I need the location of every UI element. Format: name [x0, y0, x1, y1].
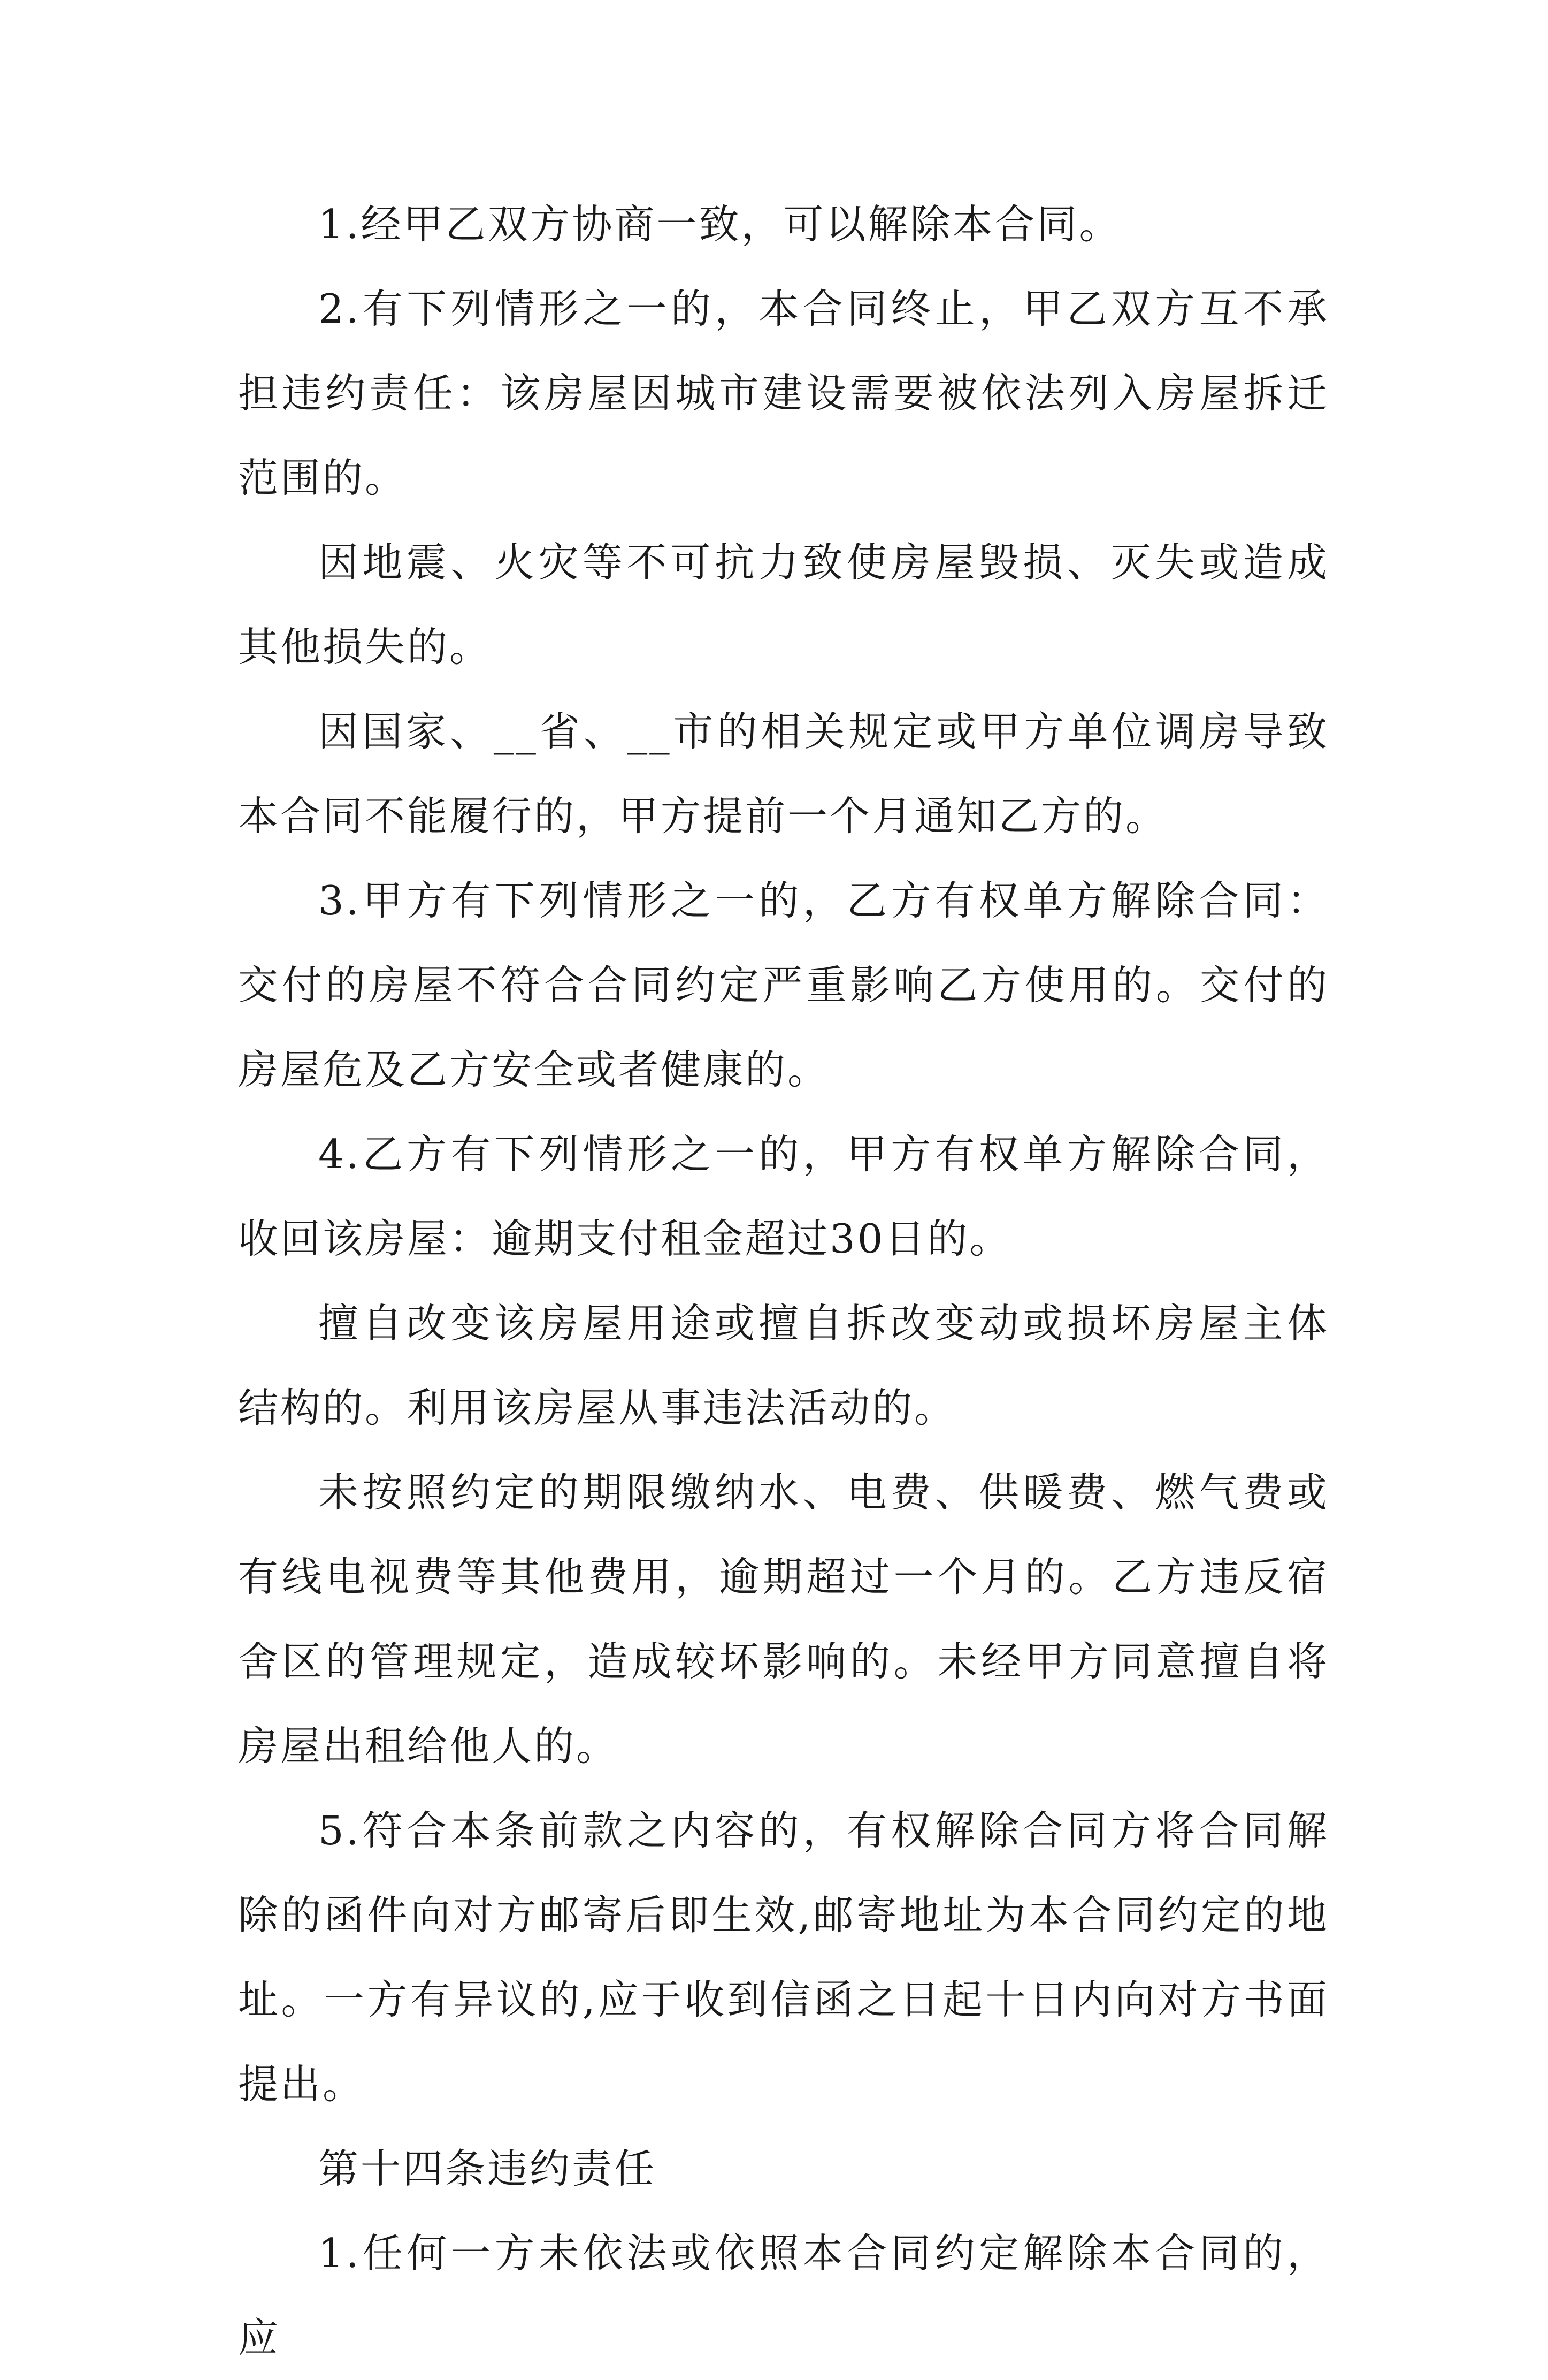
- paragraph-clause-3: 3.甲方有下列情形之一的，乙方有权单方解除合同：交付的房屋不符合合同约定严重影响乙方使用的。交付的房屋危及乙方安全或者健康的。: [238, 877, 1329, 1093]
- document-body: [238, 182, 1329, 2380]
- section-heading-article-14: 第十四条违约责任: [318, 2145, 657, 2192]
- paragraph-unpaid-fees: 未按照约定的期限缴纳水、电费、供暖费、燃气费或有线电视费等其他费用，逾期超过一个月的。乙方违反宿舍区的管理规定，造成较坏影响的。未经甲方同意擅自将房屋出租给他人的。: [238, 1469, 1329, 1769]
- paragraph-force-majeure: 因地震、火灾等不可抗力致使房屋毁损、灭失或造成其他损失的。: [238, 539, 1329, 670]
- paragraph-clause-4: 4.乙方有下列情形之一的，甲方有权单方解除合同，收回该房屋：逾期支付租金超过30日的。: [238, 1131, 1329, 1262]
- paragraph-government-regulation: 因国家、__省、__市的相关规定或甲方单位调房导致本合同不能履行的，甲方提前一个月通知乙方的。: [238, 708, 1329, 840]
- paragraph-clause-5: 5.符合本条前款之内容的，有权解除合同方将合同解除的函件向对方邮寄后即生效,邮寄地址为本合同约定的地址。一方有异议的,应于收到信函之日起十日内向对方书面提出。: [238, 1807, 1329, 2108]
- paragraph-clause-2: 2.有下列情形之一的，本合同终止，甲乙双方互不承担违约责任：该房屋因城市建设需要被依法列入房屋拆迁范围的。: [238, 285, 1329, 501]
- paragraph-article-14-clause-1: 1.任何一方未依法或依照本合同约定解除本合同的，应: [238, 2230, 1329, 2361]
- paragraph-clause-1: 1.经甲乙双方协商一致，可以解除本合同。: [318, 201, 1122, 248]
- paragraph-alteration: 擅自改变该房屋用途或擅自拆改变动或损坏房屋主体结构的。利用该房屋从事违法活动的。: [238, 1300, 1329, 1431]
